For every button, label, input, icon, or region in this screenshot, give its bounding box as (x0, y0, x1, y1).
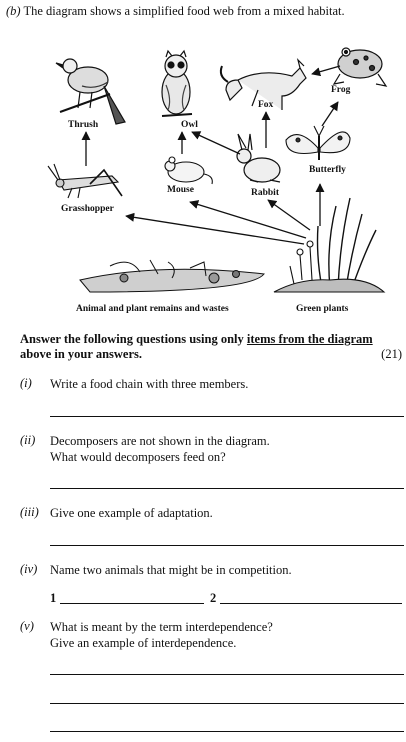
answer-line-4b[interactable] (220, 603, 402, 604)
instructions (20, 332, 380, 362)
question-3-text (50, 505, 213, 521)
part-label: (b) (6, 4, 21, 18)
question-5-text (50, 619, 273, 651)
arrow-frog-fox (312, 66, 340, 74)
food-web-arrows (86, 66, 340, 244)
question-4-line-1: Name two animals that might be in competition. (50, 563, 292, 577)
question-2-line-2: What would decomposers feed on? (50, 450, 226, 464)
instructions-after: above in your answers. (20, 347, 143, 361)
question-4-text (50, 562, 292, 578)
arrow-plants-grasshopper (126, 216, 304, 244)
label-fox: Fox (258, 100, 274, 110)
answer-4-label-2: 2 (210, 591, 217, 605)
answer-line-3[interactable] (50, 545, 404, 546)
owl-illustration (162, 51, 192, 116)
mouse-illustration (165, 157, 212, 184)
butterfly-illustration (286, 126, 350, 160)
intro-text (6, 4, 345, 19)
arrow-plants-rabbit (268, 200, 310, 230)
question-2-line-1: Decomposers are not shown in the diagram. (50, 434, 270, 448)
arrow-rabbit-owl (192, 132, 240, 154)
label-rabbit: Rabbit (251, 188, 279, 198)
food-web-diagram (0, 30, 406, 330)
question-5-line-1: What is meant by the term interdependence? (50, 620, 273, 634)
label-butterfly: Butterfly (309, 165, 346, 175)
answer-line-5c[interactable] (50, 731, 404, 732)
question-1-text (50, 376, 248, 392)
question-2-number: (ii) (20, 433, 36, 447)
rabbit-illustration (237, 134, 280, 182)
answer-line-4a[interactable] (60, 603, 204, 604)
label-grasshopper: Grasshopper (61, 204, 114, 214)
label-remains: Animal and plant remains and wastes (76, 304, 229, 314)
label-owl: Owl (181, 120, 198, 130)
question-3-number: (iii) (20, 505, 39, 519)
question-5-number: (v) (20, 619, 34, 633)
remains-illustration (80, 260, 264, 292)
label-mouse: Mouse (167, 185, 194, 195)
answer-line-2[interactable] (50, 488, 404, 489)
thrush-illustration (56, 59, 125, 124)
answer-line-5b[interactable] (50, 703, 404, 704)
intro-sentence: The diagram shows a simplified food web from a mixed habitat. (23, 4, 345, 18)
question-3-line-1: Give one example of adaptation. (50, 506, 213, 520)
question-2-text (50, 433, 270, 465)
answer-line-1[interactable] (50, 416, 404, 417)
question-5-line-2: Give an example of interdependence. (50, 636, 237, 650)
question-1-line-1: Write a food chain with three members. (50, 377, 249, 391)
marks-total: (21) (381, 347, 402, 361)
instructions-before: Answer the following questions using only (20, 332, 247, 346)
answer-4-label-1: 1 (50, 591, 57, 605)
label-plants: Green plants (296, 304, 349, 314)
question-4-number: (iv) (20, 562, 38, 576)
label-thrush: Thrush (68, 120, 99, 130)
plants-illustration (274, 198, 384, 292)
arrow-butterfly-frog (322, 102, 338, 126)
label-frog: Frog (331, 85, 351, 95)
arrow-plants-mouse (190, 202, 306, 238)
answer-line-5a[interactable] (50, 674, 404, 675)
frog-illustration (334, 48, 386, 86)
instructions-underlined: items from the diagram (246, 332, 373, 346)
question-1-number: (i) (20, 376, 32, 390)
grasshopper-illustration (48, 164, 122, 198)
